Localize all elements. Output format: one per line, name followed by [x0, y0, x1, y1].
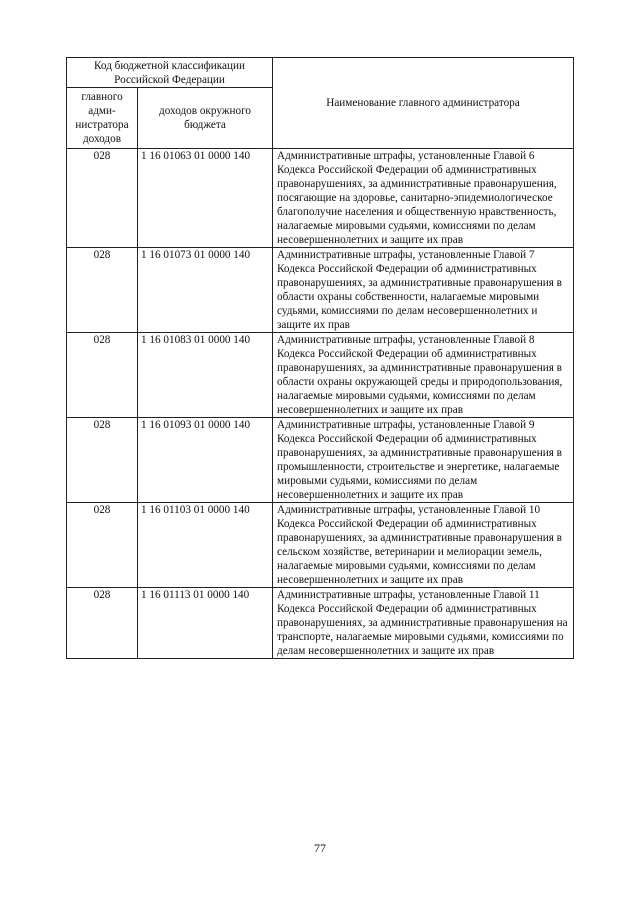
description-cell: Административные штрафы, установленные Главой 9 Кодекса Российской Федерации об административных правонарушениях, за административные правонарушения в промышленности, строительстве и энергетике, налагаемые мировыми судьями, комиссиями по делам несовершеннолетних и защите их прав: [273, 418, 574, 503]
budget-classification-table: [66, 57, 574, 659]
header-district-budget-income: доходов окружного бюджета: [138, 88, 273, 149]
income-code-cell: 1 16 01063 01 0000 140: [138, 149, 273, 248]
admin-code-cell: 028: [67, 418, 138, 503]
table-row: [67, 588, 574, 659]
admin-code-cell: 028: [67, 248, 138, 333]
table-row: [67, 418, 574, 503]
table-row: [67, 503, 574, 588]
header-administrator-name: Наименование главного администратора: [273, 58, 574, 149]
income-code-cell: 1 16 01103 01 0000 140: [138, 503, 273, 588]
table-row: [67, 149, 574, 248]
table-row: [67, 248, 574, 333]
admin-code-cell: 028: [67, 333, 138, 418]
description-cell: Административные штрафы, установленные Главой 7 Кодекса Российской Федерации об административных правонарушениях, за административные правонарушения в области охраны собственности, налагаемые мировыми судьями, комиссиями по делам несовершеннолетних и защите их прав: [273, 248, 574, 333]
table-row: [67, 333, 574, 418]
header-main-administrator: главного адми-нистратора доходов: [67, 88, 138, 149]
description-cell: Административные штрафы, установленные Главой 10 Кодекса Российской Федерации об административных правонарушениях, за административные правонарушения в сельском хозяйстве, ветеринарии и мелиорации земель, налагаемые мировыми судьями, комиссиями по делам несовершеннолетних и защите их прав: [273, 503, 574, 588]
header-classification-code: Код бюджетной классификации Российской Федерации: [67, 58, 273, 88]
admin-code-cell: 028: [67, 149, 138, 248]
income-code-cell: 1 16 01093 01 0000 140: [138, 418, 273, 503]
description-cell: Административные штрафы, установленные Главой 11 Кодекса Российской Федерации об административных правонарушениях, за административные правонарушения на транспорте, налагаемые мировыми судьями, комиссиями по делам несовершеннолетних и защите их прав: [273, 588, 574, 659]
admin-code-cell: 028: [67, 503, 138, 588]
income-code-cell: 1 16 01113 01 0000 140: [138, 588, 273, 659]
page-number: 77: [314, 841, 326, 855]
income-code-cell: 1 16 01073 01 0000 140: [138, 248, 273, 333]
description-cell: Административные штрафы, установленные Главой 8 Кодекса Российской Федерации об административных правонарушениях, за административные правонарушения в области охраны окружающей среды и природопользования, налагаемые мировыми судьями, комиссиями по делам несовершеннолетних и защите их прав: [273, 333, 574, 418]
admin-code-cell: 028: [67, 588, 138, 659]
description-cell: Административные штрафы, установленные Главой 6 Кодекса Российской Федерации об административных правонарушениях, за административные правонарушения, посягающие на здоровье, санитарно-эпидемиологическое благополучие населения и общественную нравственность, налагаемые мировыми судьями, комиссиями по делам несовершеннолетних и защите их прав: [273, 149, 574, 248]
income-code-cell: 1 16 01083 01 0000 140: [138, 333, 273, 418]
